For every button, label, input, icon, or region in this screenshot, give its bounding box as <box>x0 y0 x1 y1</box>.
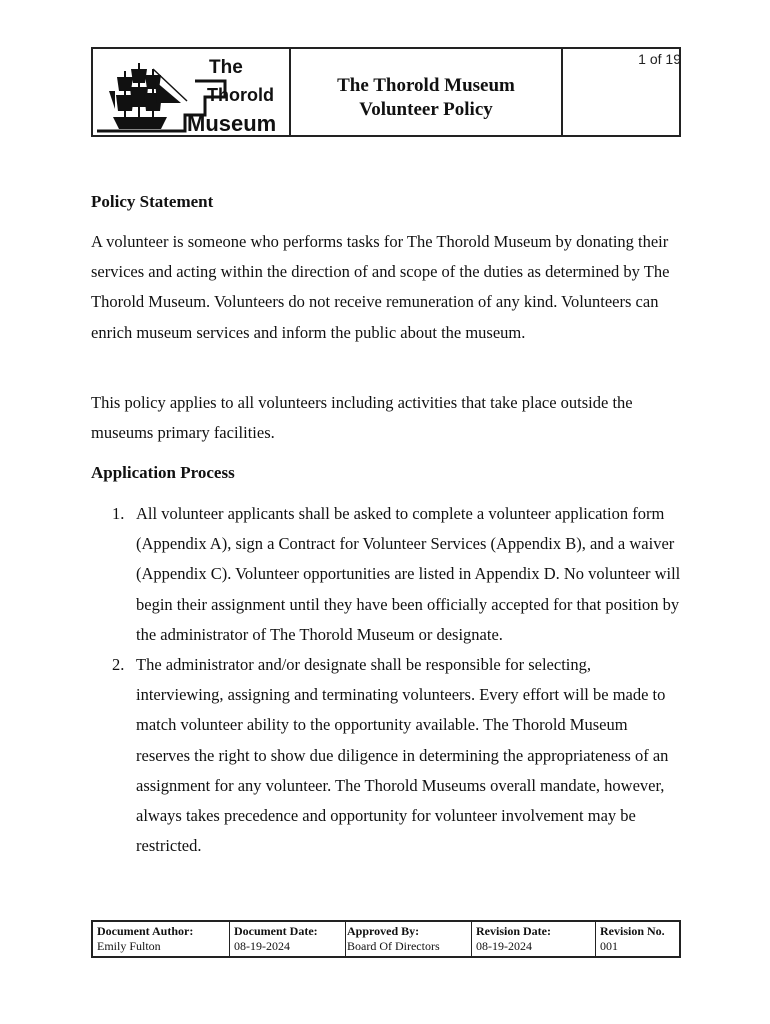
svg-text:The: The <box>209 57 243 78</box>
author-value: Emily Fulton <box>97 939 161 953</box>
footer-revision-date <box>472 922 596 956</box>
museum-logo <box>95 51 285 135</box>
revision-no-value: 001 <box>600 939 618 953</box>
date-value: 08-19-2024 <box>234 939 290 953</box>
document-footer <box>91 920 681 958</box>
date-label: Document Date: <box>234 924 318 938</box>
footer-revision-no <box>596 922 679 956</box>
approved-value: Board Of Directors <box>347 939 440 953</box>
footer-author <box>93 922 230 956</box>
title-line-2: Volunteer Policy <box>359 99 493 120</box>
policy-paragraph-2: This policy applies to all volunteers including activities that take place outside the museums primary facilities. <box>91 393 633 443</box>
approved-label: Approved By: <box>347 924 420 938</box>
page-number-cell <box>563 49 679 135</box>
list-item <box>91 650 681 861</box>
author-label: Document Author: <box>97 924 194 938</box>
list-item-text: All volunteer applicants shall be asked to complete a volunteer application form (Appendix A), sign a Contract for Volunteer Services (Appendix B), and a waiver (Appendix C). Volunteer opportunities are listed in Appendix D. No volunteer will begin their assignment until they have been officially accepted for that position by the administrator of The Thorold Museum or designate. <box>136 504 681 644</box>
footer-date <box>230 922 346 956</box>
svg-text:Museum: Museum <box>187 111 277 135</box>
list-item-text: The administrator and/or designate shall be responsible for selecting, interviewing, assigning and terminating volunteers. Every effort will be made to match volunteer ability to the opportunity available. The Thorold Museum reserves the right to show due diligence in determining the appropriateness of an assignment for any volunteer. The Thorold Museums overall mandate, however, always takes precedence and opportunity for volunteer involvement may be restricted. <box>136 655 669 856</box>
policy-statement-heading: Policy Statement <box>91 192 214 211</box>
svg-text:Thorold: Thorold <box>207 85 274 105</box>
page-number: 1 of 19 <box>638 51 681 67</box>
title-line-1: The Thorold Museum <box>337 75 515 96</box>
document-header <box>91 47 681 137</box>
revision-date-value: 08-19-2024 <box>476 939 532 953</box>
application-process-list <box>91 499 681 861</box>
document-title <box>291 49 563 135</box>
logo-cell <box>93 49 291 135</box>
policy-paragraph-1: A volunteer is someone who performs tasks for The Thorold Museum by donating their services and acting within the direction of and scope of the duties as determined by The Thorold Museum. Volunteers do not receive remuneration of any kind. Volunteers can enrich museum services and inform the public about the museum. <box>91 232 670 342</box>
revision-no-label: Revision No. <box>600 924 665 938</box>
revision-date-label: Revision Date: <box>476 924 551 938</box>
footer-approved <box>346 922 472 956</box>
list-item-number: 2. <box>112 655 125 675</box>
list-item-number: 1. <box>112 504 125 523</box>
list-item <box>91 499 681 650</box>
application-process-heading: Application Process <box>91 463 235 482</box>
